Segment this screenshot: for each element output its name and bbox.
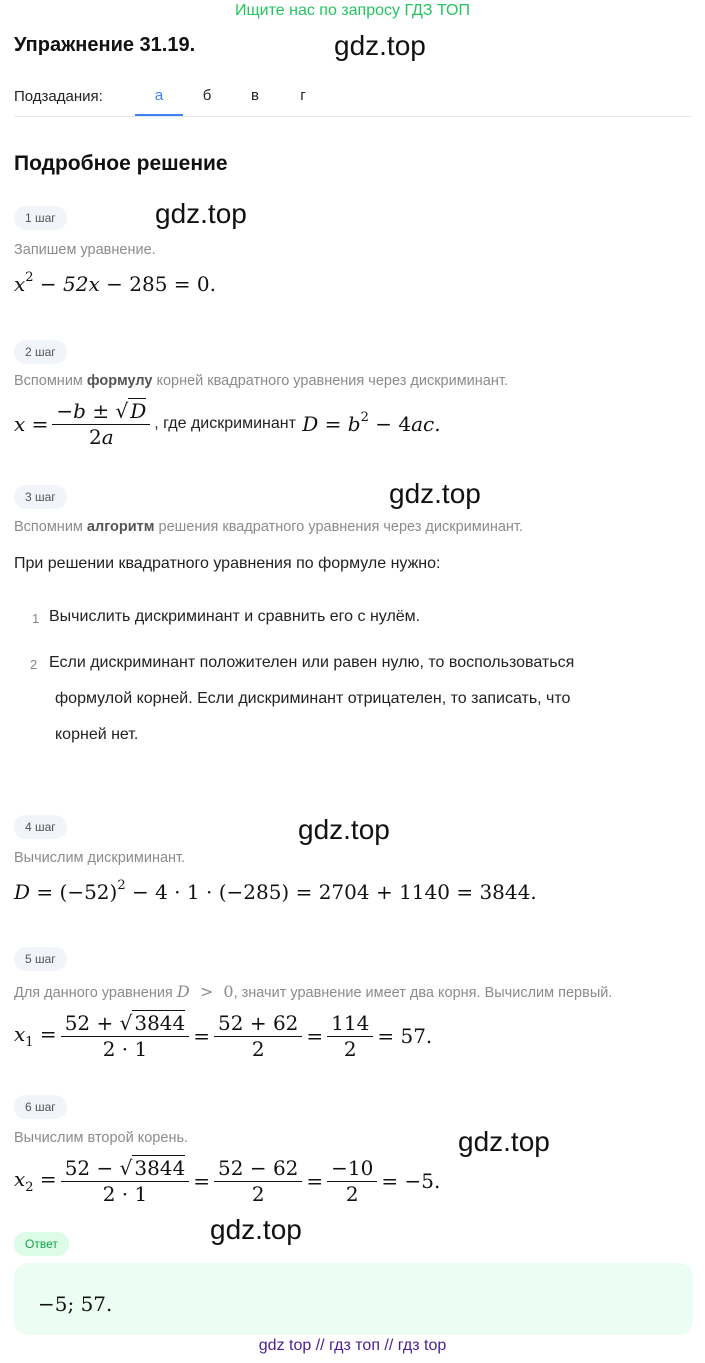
discriminant-calc: $D = (-52)^2 - 4 \cdot 1 \cdot (-285) = 2704 + 1140 = 3844$. (14, 878, 537, 904)
root-two-calc: $x_2$ = $\frac{52 - √ 3844}{2 \cdot 1}$ = $\frac{52 - 62}{2}$ = $\frac{-10}{2}$ = −5. (14, 1156, 441, 1206)
step-note: Вычислим дискриминант. (14, 850, 186, 866)
step-note: Вычислим второй корень. (14, 1130, 189, 1146)
list-item-cont: корней нет. (55, 726, 139, 743)
watermark: gdz.top (210, 1214, 302, 1245)
step-badge: 2 шаг (14, 340, 67, 364)
step-badge: 5 шаг (14, 947, 67, 971)
tab-subtask-g[interactable]: г (300, 87, 306, 104)
watermark: gdz.top (458, 1126, 550, 1157)
root-one-calc: $x_1$ = $\frac{52 + √ 3844}{2 \cdot 1}$ = $\frac{52 + 62}{2}$ = $\frac{114}{2}$ = 57. (14, 1011, 433, 1061)
step-note: Для данного уравнения D > 0, значит уравнение имеет два корня. Вычислим первый. (14, 982, 613, 1001)
list-number: 1 (32, 611, 40, 626)
step-note: Запишем уравнение. (14, 242, 156, 258)
step-note: Вспомним алгоритм решения квадратного уравнения через дискриминант. (14, 519, 523, 535)
exercise-title: Упражнение 31.19. (14, 34, 196, 56)
step-note: Вспомним формулу корней квадратного уравнения через дискриминант. (14, 373, 508, 389)
list-number: 2 (30, 657, 38, 672)
answer-value: −5; 57. (38, 1292, 113, 1316)
algorithm-intro: При решении квадратного уравнения по формуле нужно: (14, 555, 441, 572)
step-badge: 4 шаг (14, 815, 67, 839)
watermark: gdz.top (389, 478, 481, 509)
watermark: gdz.top (298, 814, 390, 845)
list-item: Если дискриминант положителен или равен нулю, то воспользоваться (49, 654, 575, 671)
list-item-cont: формулой корней. Если дискриминант отрицателен, то записать, что (55, 690, 571, 707)
watermark: gdz.top (334, 30, 426, 61)
subtasks-divider (14, 116, 692, 117)
answer-badge: Ответ (14, 1232, 69, 1256)
step-badge: 6 шаг (14, 1095, 67, 1119)
quadratic-formula: x = $\frac{-b \pm √ D}{2a}$ , где дискриминант $D = b^2 - 4ac$. (14, 399, 441, 449)
answer-box (14, 1263, 693, 1335)
subtasks-label: Подзадания: (14, 88, 103, 105)
watermark: gdz.top (155, 198, 247, 229)
solution-heading: Подробное решение (14, 152, 228, 175)
subtasks-tabs (135, 86, 327, 116)
equation: $x^2 - 52x - 285 = 0$. (14, 270, 216, 296)
tab-subtask-v[interactable]: в (251, 87, 259, 104)
tab-subtask-b[interactable]: б (202, 87, 212, 104)
tab-subtask-a[interactable]: а (135, 86, 183, 116)
footer-links[interactable]: gdz top // гдз топ // гдз top (258, 1337, 447, 1354)
step-badge: 1 шаг (14, 206, 67, 230)
search-banner[interactable]: Ищите нас по запросу ГДЗ ТОП (235, 2, 470, 19)
step-badge: 3 шаг (14, 485, 67, 509)
list-item: Вычислить дискриминант и сравнить его с нулём. (49, 608, 421, 625)
